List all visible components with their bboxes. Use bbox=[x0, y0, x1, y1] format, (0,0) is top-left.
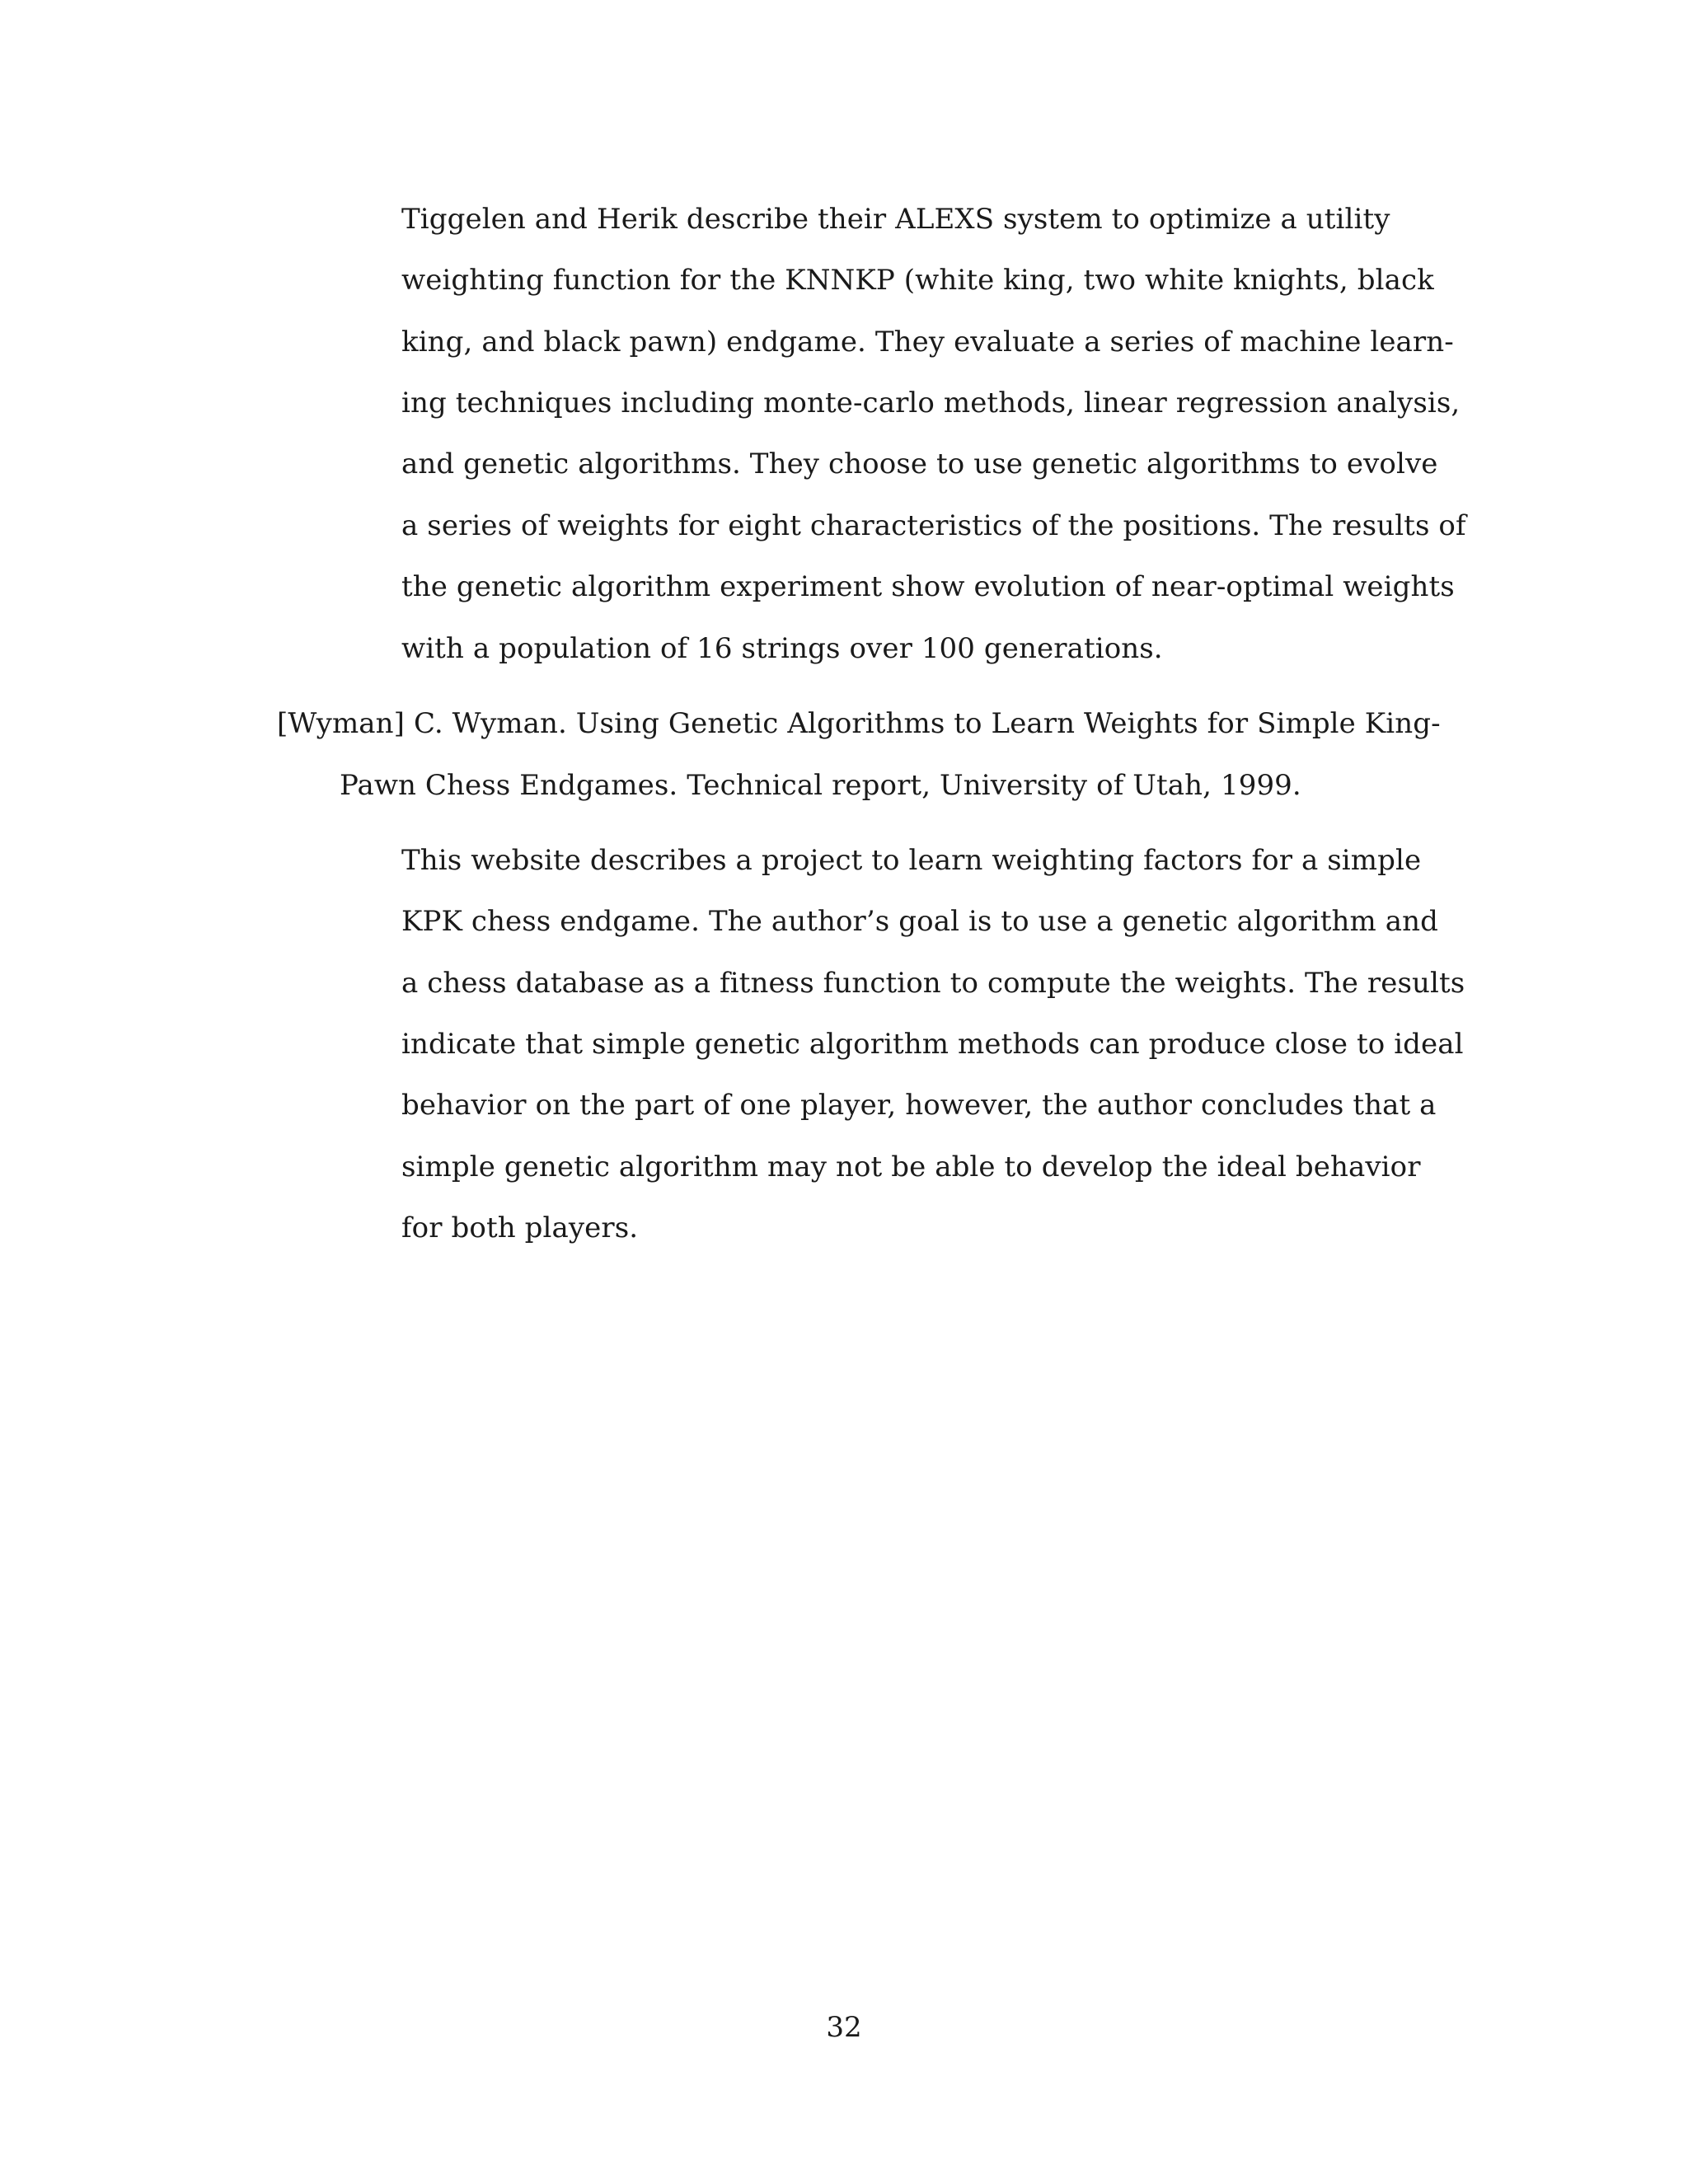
annotation-1-line: weighting function for the KNNKP (white king, two white knights, black bbox=[401, 264, 1434, 297]
annotation-1-line: a series of weights for eight characteristics of the positions. The results of bbox=[401, 509, 1466, 542]
annotation-2-line: simple genetic algorithm may not be able to develop the ideal behavior bbox=[401, 1151, 1421, 1183]
page-number: 32 bbox=[826, 2011, 862, 2044]
annotation-2-line: for both players. bbox=[401, 1212, 639, 1244]
annotation-2-line: KPK chess endgame. The author’s goal is to use a genetic algorithm and bbox=[401, 905, 1439, 938]
reference-continuation-line: Pawn Chess Endgames. Technical report, University of Utah, 1999. bbox=[340, 769, 1301, 802]
annotation-2-line: behavior on the part of one player, however, the author concludes that a bbox=[401, 1089, 1437, 1122]
annotation-1-line: and genetic algorithms. They choose to use genetic algorithms to evolve bbox=[401, 448, 1438, 480]
annotation-1-line: king, and black pawn) endgame. They evaluate a series of machine learn- bbox=[401, 326, 1454, 359]
annotation-1-line: the genetic algorithm experiment show evolution of near-optimal weights bbox=[401, 570, 1455, 603]
annotation-2-line: indicate that simple genetic algorithm methods can produce close to ideal bbox=[401, 1028, 1464, 1061]
reference-first-line: [Wyman] C. Wyman. Using Genetic Algorithms to Learn Weights for Simple King- bbox=[277, 707, 1441, 740]
annotation-2-line: a chess database as a fitness function to compute the weights. The results bbox=[401, 967, 1465, 1000]
annotation-1-line: with a population of 16 strings over 100 generations. bbox=[401, 632, 1163, 665]
annotation-2-line: This website describes a project to learn weighting factors for a simple bbox=[401, 844, 1422, 877]
annotation-1-line: Tiggelen and Herik describe their ALEXS system to optimize a utility bbox=[401, 203, 1390, 236]
annotation-1-line: ing techniques including monte-carlo methods, linear regression analysis, bbox=[401, 387, 1461, 419]
